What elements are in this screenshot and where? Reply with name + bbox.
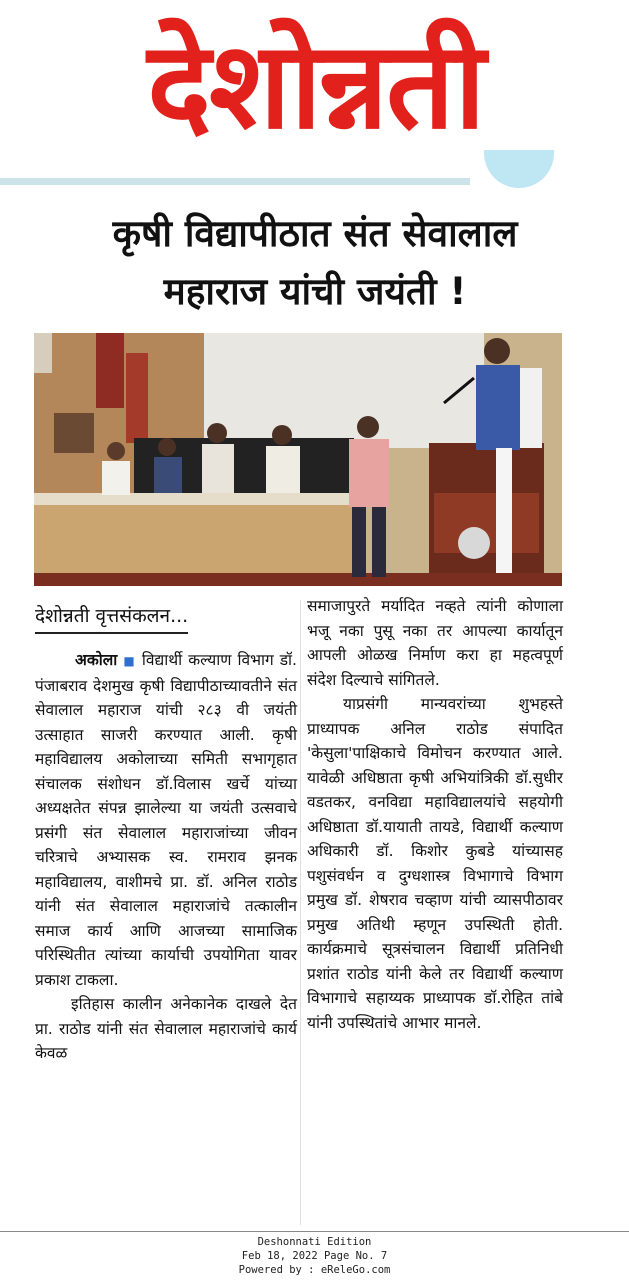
article-byline: देशोन्नती वृत्तसंकलन...: [35, 604, 188, 634]
article-headline: [20, 205, 610, 321]
article-paragraph-3: समाजापुरते मर्यादित नव्हते त्यांनी कोणाला भजू नका पुसू नका तर आपल्या कार्यातून आपली ओळख निर्माण करा हा महत्वपूर्ण संदेश दिल्याचे सांगितले.: [307, 597, 563, 689]
dateline-location: अकोला: [75, 651, 118, 669]
footer-date-page: Feb 18, 2022 Page No. 7: [241, 1250, 388, 1262]
event-photo-illustration: [34, 333, 562, 586]
footer-powered-by: Powered by : eReleGo.com: [238, 1264, 391, 1276]
page-footer: [0, 1235, 629, 1277]
masthead-rule: [0, 178, 470, 185]
footer-edition: Deshonnati Edition: [257, 1236, 372, 1248]
paragraph-1-text: विद्यार्थी कल्याण विभाग डॉ. पंजाबराव देशमुख कृषी विद्यापीठाच्यावतीने संत सेवालाल महाराज यांची २८३ वी जयंती उत्साहात साजरी करण्यात आली. कृषी महाविद्यालय अकोलाच्या समिती सभागृहात संचालक संशोधन डॉ.विलास खर्चे यांच्या अध्यक्षतेत संपन्न झालेल्या या जयंती उत्सवाचे प्रसंगी संत सेवालाल महाराजांच्या जीवन चरित्राचे अभ्यासक स्व. रामराव झनक महाविद्यालय, वाशीमचे प्रा. डॉ. अनिल राठोड यांनी संत सेवालाल महाराजांचे तत्कालीन समाज कार्य आणि आजच्या सामाजिक परिस्थितीत त्यांच्या कार्याची उपयोगिता यावर प्रकाश टाकला.: [35, 651, 297, 989]
footer-rule: [0, 1231, 629, 1232]
headline-line-1: कृषी विद्यापीठात संत सेवालाल: [112, 212, 518, 255]
masthead-title: देशोन्नती: [147, 17, 484, 156]
article-paragraph-4: याप्रसंगी मान्यवरांच्या शुभहस्ते प्राध्यापक अनिल राठोड संपादित 'केसुला'पाक्षिकाचे विमोचन करण्यात आले. यावेळी अधिष्ठाता कृषी अभियांत्रिकी डॉ.सुधीर वडतकर, वनविद्या महाविद्यालयांचे सहयोगी अधिष्ठाता डॉ.यायाती तायडे, विद्यार्थी कल्याण अधिकारी डॉ. किशोर कुबडे यांच्यासह पशुसंवर्धन व दुग्धशास्त्र विभागाचे विभाग प्रमुख डॉ. शेषराव चव्हाण यांची व्यासपीठावर प्रमुख अतिथी म्हणून उपस्थिती होती. कार्यक्रमाचे सूत्रसंचालन विद्यार्थी प्रतिनिधी प्रशांत राठोड यांनी केले तर विद्यार्थी कल्याण विभागाचे सहाय्यक प्राध्यापक डॉ.रोहित तांबे यांनी उपस्थितांचे आभार मानले.: [307, 695, 563, 1032]
event-photo: [34, 333, 562, 586]
dateline-square-icon: ■: [123, 654, 136, 668]
article-paragraph-2: इतिहास कालीन अनेकानेक दाखले देत प्रा. राठोड यांनी संत सेवालाल महाराजांचे कार्य केवळ: [35, 995, 297, 1062]
article-column-2: [307, 594, 563, 1035]
column-divider: [300, 600, 301, 1225]
masthead-logo: [28, 12, 603, 162]
masthead-circle-decor: [484, 150, 554, 188]
article-column-1: [35, 648, 297, 1066]
headline-line-2: महाराज यांची जयंती !: [163, 270, 467, 313]
article-paragraph-1: [35, 648, 297, 992]
